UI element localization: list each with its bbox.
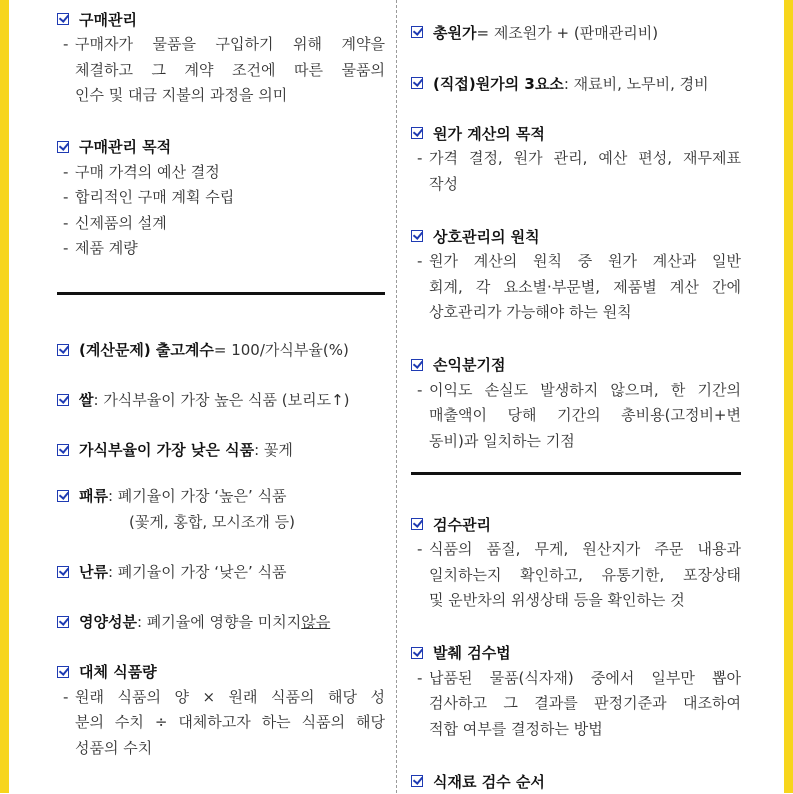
checked-box-icon [411,26,423,38]
checked-box-icon [57,13,69,25]
section-eggs: 난류 : 폐기율이 가장 ‘낮은’ 식품 [57,535,385,585]
checked-box-icon [411,230,423,242]
section-heading: 식재료 검수 순서 [433,772,545,791]
checked-box-icon [57,444,69,456]
section-break-even [411,326,741,455]
bullet-item: - 구매자가 물품을 구입하기 위해 계약을 체결하고 그 계약 조건에 따른 물품의 인수 및 대금 지불의 과정을 의미 [57,32,385,109]
section-heading: 원가 계산의 목적 [433,124,545,143]
checked-box-icon [411,77,423,89]
left-column [57,0,385,761]
right-column [411,0,741,794]
column-divider [396,0,397,793]
bullet-item: - 합리적인 구매 계획 수립 [63,188,235,206]
section-nutrients: 영양성분 : 폐기율에 영향을 미치지 않음 [57,585,385,635]
checked-box-icon [57,141,69,153]
section-purchase-purpose [57,109,385,262]
checked-box-icon [411,518,423,530]
bullet-item: - 이익도 손실도 발생하지 않으며, 한 기간의 매출액이 당해 기간의 총비용(고정비+변 동비)과 일치하는 기점 [417,380,741,450]
checked-box-icon [57,666,69,678]
checked-box-icon [57,394,69,406]
section-heading: 구매관리 목적 [79,138,172,156]
checked-box-icon [57,566,69,578]
section-inspection-order [411,742,741,794]
section-issue-factor: (계산문제) 출고계수 = 100/가식부율(%) [57,295,385,363]
section-shellfish: 패류 : 폐기율이 가장 ‘높은’ 식품 (꽃게, 홍합, 모시조개 등) [57,463,385,535]
bullet-item: - 납품된 물품(식자재) 중에서 일부만 뽑아 검사하고 그 결과를 판정기준과 대조하여 적합 여부를 결정하는 방법 [417,668,741,738]
section-heading: 상호관리의 원칙 [433,227,540,246]
examples-line: (꽃게, 홍합, 모시조개 등) [129,512,295,531]
section-substitute-amount [57,635,385,762]
section-sampling-inspection [411,614,741,743]
bullet-line: 구매자가 물품을 구입하기 위해 계약을 [75,35,385,53]
section-cost-purpose [411,96,741,197]
bullet-item: - 원래 식품의 양 × 원래 식품의 해당 성 분의 수치 ÷ 대체하고자 하는 식품의 해당 성품의 수치 [63,687,385,757]
checked-box-icon [57,490,69,502]
left-frame-border [0,0,9,793]
section-heading: 발췌 검수법 [433,644,511,662]
right-frame-border [784,0,793,793]
section-purchase-management [57,0,385,109]
section-rice: 쌀 : 가식부율이 가장 높은 식품 (보리도↑) [57,363,385,413]
bullet-item: - 식품의 품질, 무게, 원산지가 주문 내용과 일치하는지 확인하고, 유통기한, 포장상태 및 운반차의 위생상태 등을 확인하는 것 [417,540,741,609]
section-total-cost: 총원가 = 제조원가 + (판매관리비) [411,0,741,45]
section-heading: 구매관리 [79,10,137,29]
bullet-item: - 구매 가격의 예산 결정 [63,162,220,181]
section-cost-elements: (직접)원가의 3요소 : 재료비, 노무비, 경비 [411,45,741,96]
section-mutual-management [411,197,741,326]
bullet-line: 체결하고 그 계약 조건에 따른 물품의 [75,60,385,79]
bullet-item: - 신제품의 설계 [63,213,167,232]
section-heading: 대체 식품량 [79,663,157,681]
checked-box-icon [411,127,423,139]
section-lowest-edible: 가식부율이 가장 낮은 식품 : 꽃게 [57,413,385,463]
bullet-line: 인수 및 대금 지불의 과정을 의미 [75,86,288,104]
bullet-item: - 가격 결정, 원가 관리, 예산 편성, 재무제표 작성 [417,149,741,193]
checked-box-icon [411,647,423,659]
section-inspection [411,475,741,614]
section-heading: 손익분기점 [433,356,506,374]
checked-box-icon [57,344,69,356]
section-heading: 검수관리 [433,515,491,534]
checked-box-icon [57,616,69,628]
checked-box-icon [411,775,423,787]
bullet-item: - 원가 계산의 원칙 중 원가 계산과 일반 회계, 각 요소별·부문별, 제품별 계산 간에 상호관리가 가능해야 하는 원칙 [417,252,741,321]
bullet-item: - 제품 계량 [63,239,138,257]
checked-box-icon [411,359,423,371]
